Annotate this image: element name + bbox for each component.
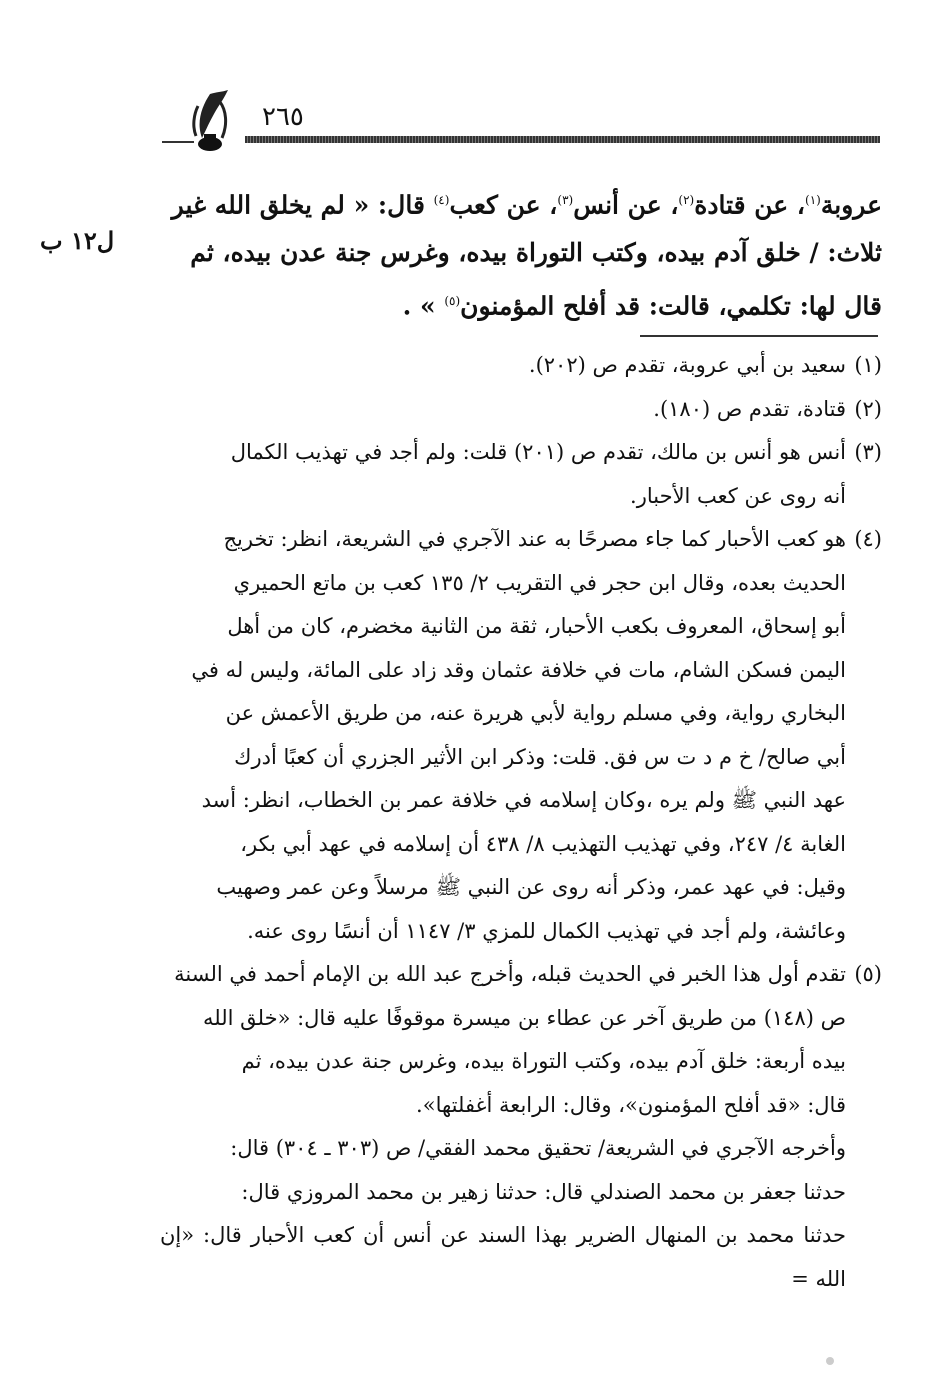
footnote-4: [160, 518, 882, 953]
footnote-line: ص (١٤٨) من طريق آخر عن عطاء بن ميسرة موقوفًا عليه قال: «خلق الله: [203, 1005, 846, 1030]
footnote-line: أبو إسحاق، المعروف بكعب الأحبار، ثقة من الثانية مخضرم، كان من أهل: [227, 614, 846, 638]
footnote-2: [160, 388, 882, 432]
header-rule-short: [162, 141, 194, 143]
footnote-line: عهد النبي ﷺ ولم يره ،وكان إسلامه في خلافة عمر بن الخطاب، انظر: أسد: [201, 788, 846, 812]
quill-ornament-icon: [180, 86, 240, 156]
footnote-separator: [640, 335, 878, 337]
footnote-1: [160, 344, 882, 388]
footnote-number: (١): [854, 353, 882, 377]
footnote-line: حدثنا جعفر بن محمد الصندلي قال: حدثنا زهير بن محمد المروزي قال:: [241, 1179, 846, 1204]
footnote-line: أنه روى عن كعب الأحبار.: [630, 483, 846, 508]
footnote-line: تقدم أول هذا الخبر في الحديث قبله، وأخرج عبد الله بن الإمام أحمد في السنة: [174, 962, 846, 986]
footnote-line: اليمن فسكن الشام، مات في خلافة عثمان وقد زاد على المائة، وليس له في: [191, 657, 846, 682]
footnote-line: الغابة ٤/ ٢٤٧، وفي تهذيب التهذيب ٨/ ٤٣٨ أن إسلامه في عهد أبي بكر،: [240, 831, 846, 856]
footnote-number: (٥): [854, 962, 882, 986]
footnote-ref: (٢): [678, 193, 695, 207]
footnote-line: هو كعب الأحبار كما جاء مصرحًا به عند الآجري في الشريعة، انظر: تخريج: [223, 527, 846, 551]
footnote-number: (٤): [854, 527, 882, 551]
main-line: عروبة$^{(١)}$، عن قتادة$^{(٢)}$، عن أنس$^{(٣)}$، عن كعب$^{(٤)}$ قال: « لم يخلق الله غير: [171, 190, 882, 220]
footnote-line: قال: «قد أفلح المؤمنون»، وقال: الرابعة أغفلتها».: [416, 1092, 846, 1117]
footnote-line: حدثنا محمد بن المنهال الضرير بهذا السند عن أنس أن كعب الأحبار قال: «إن الله =: [160, 1223, 846, 1291]
footnote-line: الحديث بعده، وقال ابن حجر في التقريب ٢/ ١٣٥ كعب بن ماتع الحميري: [233, 570, 846, 595]
footnote-line: أنس هو أنس بن مالك، تقدم ص (٢٠١) قلت: ولم أجد في تهذيب الكمال: [230, 440, 846, 464]
header-rule: [245, 136, 880, 143]
footnote-5: [160, 953, 882, 1127]
footnotes: [160, 344, 882, 1301]
margin-note: ل١٢ ب: [40, 226, 115, 255]
footnote-ref: (١): [805, 193, 821, 207]
footnote-number: (٢): [854, 396, 882, 421]
main-line: ثلاث: / خلق آدم بيده، وكتب التوراة بيده، وغرس جنة عدن بيده، ثم: [190, 238, 882, 268]
footnote-line: وقيل: في عهد عمر، وذكر أنه روى عن النبي ﷺ مرسلاً وعن عمر وصهيب: [216, 875, 846, 899]
footnote-number: (٣): [854, 440, 882, 464]
footnote-3: [160, 431, 882, 518]
footnote-line: قتادة، تقدم ص (١٨٠).: [653, 396, 846, 421]
footnote-line: بيده أربعة: خلق آدم بيده، وكتب التوراة بيده، وغرس جنة عدن بيده، ثم: [241, 1049, 846, 1073]
footnote-continuation: [160, 1127, 846, 1301]
main-line: قال لها: تكلمي، قالت: قد أفلح المؤمنون$^{(٥)}$ » .: [402, 291, 882, 321]
footnote-line: سعيد بن أبي عروبة، تقدم ص (٢٠٢).: [528, 353, 846, 377]
footnote-ref: (٤): [433, 193, 450, 207]
footnote-line: البخاري رواية، وفي مسلم رواية لأبي هريرة عنه، من طريق الأعمش عن: [225, 701, 846, 725]
main-text: [160, 176, 882, 331]
footnote-line: أبي صالح/ خ م د ت س فق. قلت: وذكر ابن الأثير الجزري أن كعبًا أدرك: [234, 744, 846, 769]
scan-speck: [826, 1357, 834, 1365]
footnote-line: وأخرجه الآجري في الشريعة/ تحقيق محمد الفقي/ ص (٣٠٣ ـ ٣٠٤) قال:: [230, 1136, 846, 1160]
footnote-ref: (٥): [444, 294, 461, 309]
footnote-line: وعائشة، ولم أجد في تهذيب الكمال للمزي ٣/ ١١٤٧ أن أنسًا روى عنه.: [247, 918, 846, 943]
footnote-ref: (٣): [557, 193, 574, 207]
page-number: ٢٦٥: [262, 102, 304, 132]
